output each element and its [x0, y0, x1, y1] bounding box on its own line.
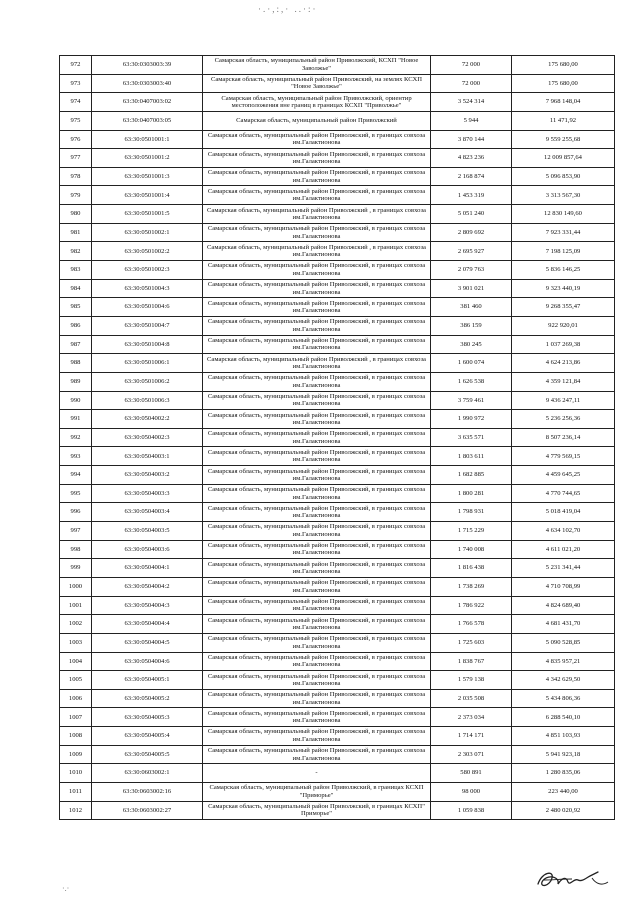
cadastral-value-cell: 4 779 569,15 — [512, 447, 615, 466]
row-number: 997 — [60, 522, 92, 541]
cadastral-number: 63:30:0504003:5 — [92, 522, 203, 541]
area-cell: 72 000 — [431, 74, 512, 93]
cadastral-value-cell: 12 009 857,64 — [512, 149, 615, 168]
address-cell: Самарская область, муниципальный район Приволжский, в границах совхоза им.Галактионова — [203, 447, 431, 466]
row-number: 984 — [60, 279, 92, 298]
cadastral-number: 63:30:0501006:3 — [92, 391, 203, 410]
cadastral-number: 63:30:0504004:5 — [92, 633, 203, 652]
area-cell: 1 453 319 — [431, 186, 512, 205]
cadastral-value-cell: 7 923 331,44 — [512, 223, 615, 242]
table-row — [60, 540, 615, 559]
cadastral-number: 63:30:0504004:4 — [92, 615, 203, 634]
cadastral-value-cell: 223 440,00 — [512, 782, 615, 801]
table-row — [60, 223, 615, 242]
address-cell: Самарская область, муниципальный район Приволжский , в границах совхоза им.Галактионова — [203, 205, 431, 224]
area-cell: 1 059 838 — [431, 801, 512, 820]
table-row — [60, 727, 615, 746]
land-registry-table — [59, 55, 615, 820]
address-cell: Самарская область, муниципальный район Приволжский, в границах совхоза им.Галактионова — [203, 484, 431, 503]
row-number: 1006 — [60, 689, 92, 708]
table-row — [60, 596, 615, 615]
cadastral-number: 63:30:0504004:1 — [92, 559, 203, 578]
cadastral-value-cell: 11 471,92 — [512, 111, 615, 130]
cadastral-value-cell: 4 634 102,70 — [512, 522, 615, 541]
cadastral-value-cell: 3 313 567,30 — [512, 186, 615, 205]
cadastral-number: 63:30:0501001:5 — [92, 205, 203, 224]
address-cell: Самарская область, муниципальный район Приволжский, в границах совхоза им.Галактионова — [203, 652, 431, 671]
cadastral-number: 63:30:0501001:1 — [92, 130, 203, 149]
cadastral-number: 63:30:0504004:3 — [92, 596, 203, 615]
cadastral-number: 63:30:0603002:16 — [92, 782, 203, 801]
row-number: 993 — [60, 447, 92, 466]
area-cell: 580 891 — [431, 764, 512, 783]
row-number: 1001 — [60, 596, 92, 615]
area-cell: 2 079 763 — [431, 261, 512, 280]
cadastral-value-cell: 4 359 121,84 — [512, 372, 615, 391]
cadastral-value-cell: 4 681 431,70 — [512, 615, 615, 634]
cadastral-number: 63:30:0501001:3 — [92, 167, 203, 186]
area-cell: 1 715 229 — [431, 522, 512, 541]
row-number: 976 — [60, 130, 92, 149]
table-row — [60, 56, 615, 75]
table-row — [60, 559, 615, 578]
cadastral-value-cell: 9 323 440,19 — [512, 279, 615, 298]
cadastral-value-cell: 4 611 021,20 — [512, 540, 615, 559]
table-row — [60, 671, 615, 690]
cadastral-number: 63:30:0501002:2 — [92, 242, 203, 261]
area-cell: 1 738 269 — [431, 577, 512, 596]
address-cell: Самарская область, муниципальный район Приволжский, в границах совхоза им.Галактионова — [203, 633, 431, 652]
cadastral-value-cell: 9 559 255,68 — [512, 130, 615, 149]
table-row — [60, 764, 615, 783]
row-number: 977 — [60, 149, 92, 168]
table-row — [60, 261, 615, 280]
row-number: 989 — [60, 372, 92, 391]
area-cell: 72 000 — [431, 56, 512, 75]
area-cell: 2 373 034 — [431, 708, 512, 727]
table-row — [60, 633, 615, 652]
address-cell: Самарская область, муниципальный район Приволжский, в границах совхоза им.Галактионова — [203, 559, 431, 578]
cadastral-value-cell: 5 941 923,18 — [512, 745, 615, 764]
area-cell: 2 035 508 — [431, 689, 512, 708]
table-row — [60, 316, 615, 335]
address-cell: Самарская область, муниципальный район Приволжский, в границах совхоза им.Галактионова — [203, 466, 431, 485]
address-cell: Самарская область, муниципальный район Приволжский, в границах совхоза им.Галактионова — [203, 372, 431, 391]
row-number: 1002 — [60, 615, 92, 634]
cadastral-number: 63:30:0303003:40 — [92, 74, 203, 93]
row-number: 987 — [60, 335, 92, 354]
row-number: 1012 — [60, 801, 92, 820]
cadastral-number: 63:30:0407003:02 — [92, 93, 203, 112]
address-cell: Самарская область, муниципальный район Приволжский, в границах совхоза им.Галактионова — [203, 577, 431, 596]
row-number: 978 — [60, 167, 92, 186]
cadastral-value-cell: 4 824 689,40 — [512, 596, 615, 615]
table-row — [60, 522, 615, 541]
cadastral-number: 63:30:0504005:3 — [92, 708, 203, 727]
address-cell: Самарская область, муниципальный район Приволжский, в границах совхоза им.Галактионова — [203, 298, 431, 317]
address-cell: Самарская область, муниципальный район Приволжский, в границах совхоза им.Галактионова — [203, 130, 431, 149]
cadastral-number: 63:30:0504004:6 — [92, 652, 203, 671]
cadastral-number: 63:30:0501001:4 — [92, 186, 203, 205]
table-row — [60, 298, 615, 317]
row-number: 986 — [60, 316, 92, 335]
row-number: 975 — [60, 111, 92, 130]
cadastral-number: 63:30:0501004:3 — [92, 279, 203, 298]
cadastral-value-cell: 6 288 540,10 — [512, 708, 615, 727]
cadastral-number: 63:30:0504005:1 — [92, 671, 203, 690]
cadastral-value-cell: 1 037 269,38 — [512, 335, 615, 354]
table-row — [60, 186, 615, 205]
table-row — [60, 391, 615, 410]
area-cell: 2 809 692 — [431, 223, 512, 242]
cadastral-value-cell: 8 507 236,14 — [512, 428, 615, 447]
area-cell: 1 579 138 — [431, 671, 512, 690]
row-number: 1009 — [60, 745, 92, 764]
area-cell: 3 635 571 — [431, 428, 512, 447]
table-row — [60, 130, 615, 149]
address-cell: Самарская область, муниципальный район Приволжский, в границах совхоза им.Галактионова — [203, 335, 431, 354]
cadastral-number: 63:30:0504002:3 — [92, 428, 203, 447]
table-row — [60, 745, 615, 764]
cadastral-number: 63:30:0501004:8 — [92, 335, 203, 354]
address-cell: Самарская область, муниципальный район Приволжский, в границах совхоза им.Галактионова — [203, 261, 431, 280]
row-number: 982 — [60, 242, 92, 261]
area-cell: 386 159 — [431, 316, 512, 335]
cadastral-value-cell: 9 436 247,11 — [512, 391, 615, 410]
area-cell: 98 000 — [431, 782, 512, 801]
row-number: 988 — [60, 354, 92, 373]
table-row — [60, 372, 615, 391]
signature-icon — [532, 866, 612, 894]
table-row — [60, 242, 615, 261]
cadastral-value-cell: 5 018 419,04 — [512, 503, 615, 522]
area-cell: 3 901 021 — [431, 279, 512, 298]
area-cell: 3 759 461 — [431, 391, 512, 410]
table-row — [60, 652, 615, 671]
cadastral-value-cell: 5 096 853,90 — [512, 167, 615, 186]
address-cell: Самарская область, муниципальный район Приволжский, в границах совхоза им.Галактионова — [203, 223, 431, 242]
cadastral-number: 63:30:0504003:3 — [92, 484, 203, 503]
area-cell: 1 798 931 — [431, 503, 512, 522]
cadastral-value-cell: 4 342 629,50 — [512, 671, 615, 690]
area-cell: 1 626 538 — [431, 372, 512, 391]
row-number: 973 — [60, 74, 92, 93]
row-number: 992 — [60, 428, 92, 447]
cadastral-number: 63:30:0504003:2 — [92, 466, 203, 485]
cadastral-number: 63:30:0501002:3 — [92, 261, 203, 280]
address-cell: Самарская область, муниципальный район Приволжский, в границах совхоза им.Галактионова — [203, 727, 431, 746]
address-cell: Самарская область, муниципальный район Приволжский, в границах совхоза им.Галактионова — [203, 428, 431, 447]
area-cell: 381 460 — [431, 298, 512, 317]
area-cell: 1 800 281 — [431, 484, 512, 503]
cadastral-value-cell: 7 968 148,04 — [512, 93, 615, 112]
cadastral-number: 63:30:0504005:4 — [92, 727, 203, 746]
cadastral-value-cell: 4 851 103,93 — [512, 727, 615, 746]
corner-mark: ·.· — [62, 884, 70, 893]
row-number: 1004 — [60, 652, 92, 671]
area-cell: 2 168 874 — [431, 167, 512, 186]
cadastral-value-cell: 5 090 528,85 — [512, 633, 615, 652]
cadastral-value-cell: 4 459 645,25 — [512, 466, 615, 485]
table-row — [60, 167, 615, 186]
address-cell: Самарская область, муниципальный район Приволжский, в границах совхоза им.Галактионова — [203, 186, 431, 205]
table-row — [60, 335, 615, 354]
area-cell: 1 682 885 — [431, 466, 512, 485]
table-row — [60, 615, 615, 634]
cadastral-number: 63:30:0504004:2 — [92, 577, 203, 596]
row-number: 981 — [60, 223, 92, 242]
cadastral-value-cell: 4 624 213,86 — [512, 354, 615, 373]
cadastral-number: 63:30:0603002:27 — [92, 801, 203, 820]
address-cell: Самарская область, муниципальный район Приволжский , в границах совхоза им.Галактионова — [203, 242, 431, 261]
cadastral-number: 63:30:0303003:39 — [92, 56, 203, 75]
cadastral-number: 63:30:0504003:1 — [92, 447, 203, 466]
cadastral-value-cell: 5 231 341,44 — [512, 559, 615, 578]
table-row — [60, 577, 615, 596]
row-number: 1005 — [60, 671, 92, 690]
row-number: 1008 — [60, 727, 92, 746]
address-cell: Самарская область, муниципальный район Приволжский, в границах совхоза им.Галактионова — [203, 708, 431, 727]
area-cell: 380 245 — [431, 335, 512, 354]
address-cell: Самарская область, муниципальный район Приволжский, в границах совхоза им.Галактионова — [203, 689, 431, 708]
address-cell: Самарская область, муниципальный район Приволжский, в границах совхоза им.Галактионова — [203, 279, 431, 298]
cadastral-value-cell: 4 710 708,99 — [512, 577, 615, 596]
cadastral-number: 63:30:0501006:2 — [92, 372, 203, 391]
cadastral-number: 63:30:0504005:2 — [92, 689, 203, 708]
address-cell: Самарская область, муниципальный район Приволжский, в границах КСХП "Приморье" — [203, 782, 431, 801]
table-row — [60, 111, 615, 130]
row-number: 1011 — [60, 782, 92, 801]
table-row — [60, 149, 615, 168]
address-cell: Самарская область, муниципальный район Приволжский, в границах совхоза им.Галактионова — [203, 615, 431, 634]
address-cell: Самарская область, муниципальный район Приволжский, в границах совхоза им.Галактионова — [203, 745, 431, 764]
row-number: 998 — [60, 540, 92, 559]
cadastral-value-cell: 175 680,00 — [512, 56, 615, 75]
row-number: 1000 — [60, 577, 92, 596]
table-row — [60, 74, 615, 93]
cadastral-value-cell: 2 480 020,92 — [512, 801, 615, 820]
table-row — [60, 708, 615, 727]
cadastral-number: 63:30:0504003:4 — [92, 503, 203, 522]
row-number: 996 — [60, 503, 92, 522]
address-cell: Самарская область, муниципальный район Приволжский, в границах совхоза им.Галактионова — [203, 316, 431, 335]
table-body — [60, 56, 615, 820]
address-cell: Самарская область, муниципальный район Приволжский, в границах совхоза им.Галактионова — [203, 671, 431, 690]
scan-header-mark: ·.·,:,· ..·:· — [258, 4, 318, 14]
cadastral-value-cell: 4 770 744,65 — [512, 484, 615, 503]
table-row — [60, 689, 615, 708]
table-row — [60, 354, 615, 373]
table-row — [60, 279, 615, 298]
row-number: 994 — [60, 466, 92, 485]
area-cell: 1 714 171 — [431, 727, 512, 746]
row-number: 991 — [60, 410, 92, 429]
area-cell: 1 990 972 — [431, 410, 512, 429]
row-number: 972 — [60, 56, 92, 75]
cadastral-number: 63:30:0501006:1 — [92, 354, 203, 373]
address-cell: Самарская область, муниципальный район Приволжский, в границах совхоза им.Галактионова — [203, 149, 431, 168]
address-cell: Самарская область, муниципальный район Приволжский, в границах совхоза им.Галактионова — [203, 391, 431, 410]
row-number: 1003 — [60, 633, 92, 652]
area-cell: 1 838 767 — [431, 652, 512, 671]
address-cell: Самарская область, муниципальный район Приволжский, КСХП "Новое Заволжье" — [203, 56, 431, 75]
cadastral-value-cell: 922 920,01 — [512, 316, 615, 335]
cadastral-value-cell: 175 680,00 — [512, 74, 615, 93]
cadastral-number: 63:30:0603002:1 — [92, 764, 203, 783]
area-cell: 2 695 927 — [431, 242, 512, 261]
cadastral-number: 63:30:0504005:5 — [92, 745, 203, 764]
cadastral-number: 63:30:0501004:6 — [92, 298, 203, 317]
cadastral-value-cell: 5 836 146,25 — [512, 261, 615, 280]
table-row — [60, 484, 615, 503]
address-cell: Самарская область, муниципальный район Приволжский, в границах совхоза им.Галактионова — [203, 540, 431, 559]
address-cell: - — [203, 764, 431, 783]
cadastral-value-cell: 12 830 149,60 — [512, 205, 615, 224]
table-row — [60, 466, 615, 485]
table-row — [60, 410, 615, 429]
address-cell: Самарская область, муниципальный район Приволжский, в границах совхоза им.Галактионова — [203, 410, 431, 429]
table-row — [60, 782, 615, 801]
row-number: 990 — [60, 391, 92, 410]
area-cell: 1 786 922 — [431, 596, 512, 615]
area-cell: 3 870 144 — [431, 130, 512, 149]
area-cell: 5 944 — [431, 111, 512, 130]
area-cell: 4 823 236 — [431, 149, 512, 168]
cadastral-number: 63:30:0407003:05 — [92, 111, 203, 130]
address-cell: Самарская область, муниципальный район Приволжский, в границах КСХП" Приморье" — [203, 801, 431, 820]
table-row — [60, 205, 615, 224]
table-row — [60, 801, 615, 820]
row-number: 1010 — [60, 764, 92, 783]
area-cell: 1 816 438 — [431, 559, 512, 578]
area-cell: 2 303 071 — [431, 745, 512, 764]
row-number: 1007 — [60, 708, 92, 727]
table-row — [60, 428, 615, 447]
cadastral-value-cell: 5 236 256,36 — [512, 410, 615, 429]
cadastral-number: 63:30:0504003:6 — [92, 540, 203, 559]
address-cell: Самарская область, муниципальный район Приволжский , в границах совхоза им.Галактионова — [203, 354, 431, 373]
cadastral-value-cell: 1 280 835,06 — [512, 764, 615, 783]
area-cell: 1 600 074 — [431, 354, 512, 373]
table-row — [60, 503, 615, 522]
row-number: 995 — [60, 484, 92, 503]
row-number: 999 — [60, 559, 92, 578]
cadastral-number: 63:30:0501004:7 — [92, 316, 203, 335]
table-row — [60, 93, 615, 112]
address-cell: Самарская область, муниципальный район Приволжский — [203, 111, 431, 130]
address-cell: Самарская область, муниципальный район Приволжский, в границах совхоза им.Галактионова — [203, 167, 431, 186]
address-cell: Самарская область, муниципальный район Приволжский, в границах совхоза им.Галактионова — [203, 522, 431, 541]
cadastral-value-cell: 4 835 957,21 — [512, 652, 615, 671]
area-cell: 1 803 611 — [431, 447, 512, 466]
row-number: 980 — [60, 205, 92, 224]
area-cell: 1 740 008 — [431, 540, 512, 559]
address-cell: Самарская область, муниципальный район Приволжский, в границах совхоза им.Галактионова — [203, 503, 431, 522]
table-row — [60, 447, 615, 466]
cadastral-value-cell: 7 198 125,09 — [512, 242, 615, 261]
address-cell: Самарская область, муниципальный район Приволжский, в границах совхоза им.Галактионова — [203, 596, 431, 615]
address-cell: Самарская область, муниципальный район Приволжский, на землях КСХП "Новое Заволжье" — [203, 74, 431, 93]
address-cell: Самарская область, муниципальный район Приволжский, ориентир местоположения вне границ в границах КСХП "Приволжье" — [203, 93, 431, 112]
cadastral-number: 63:30:0504002:2 — [92, 410, 203, 429]
row-number: 985 — [60, 298, 92, 317]
area-cell: 1 725 603 — [431, 633, 512, 652]
row-number: 979 — [60, 186, 92, 205]
area-cell: 5 051 240 — [431, 205, 512, 224]
area-cell: 1 766 578 — [431, 615, 512, 634]
cadastral-number: 63:30:0501002:1 — [92, 223, 203, 242]
area-cell: 3 524 314 — [431, 93, 512, 112]
cadastral-number: 63:30:0501001:2 — [92, 149, 203, 168]
row-number: 983 — [60, 261, 92, 280]
cadastral-value-cell: 5 434 806,36 — [512, 689, 615, 708]
row-number: 974 — [60, 93, 92, 112]
cadastral-value-cell: 9 268 355,47 — [512, 298, 615, 317]
